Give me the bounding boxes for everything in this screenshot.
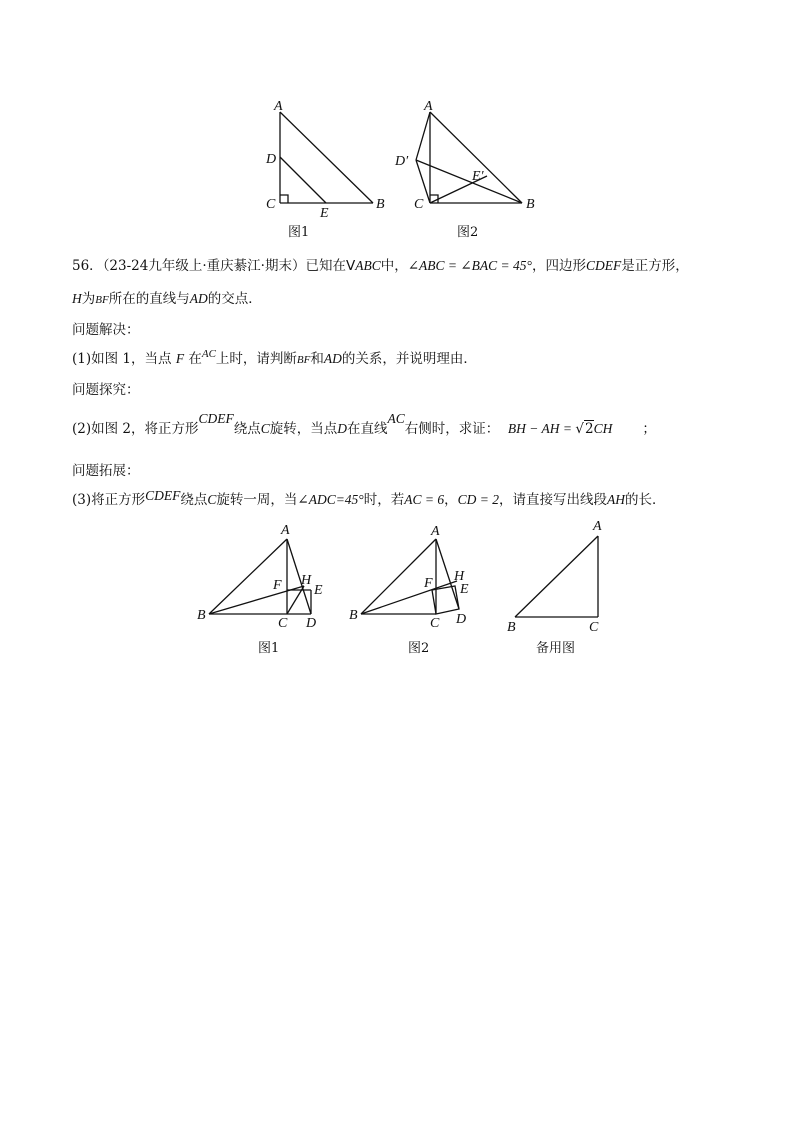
text: 的交点． xyxy=(207,291,262,307)
math-angle-condition: ∠ABC = ∠BAC = 45° xyxy=(407,258,532,273)
caption-spare: 备用图 xyxy=(536,641,576,656)
label-a: A xyxy=(424,99,433,114)
label-b: B xyxy=(526,197,535,212)
text: ， xyxy=(444,492,458,508)
label-d-prime: D′ xyxy=(395,154,409,169)
text: 中， xyxy=(380,258,408,274)
math-f: F xyxy=(175,351,185,366)
caption-fig1: 图1 xyxy=(288,225,310,240)
math-d: D xyxy=(337,421,348,436)
text: ，请直接写出线段 xyxy=(498,492,607,508)
math-cdef: CDEF xyxy=(198,411,234,426)
math-sqrt-2: 2 xyxy=(584,421,594,437)
text: 为 xyxy=(81,291,96,307)
math-ac: AC xyxy=(387,411,405,426)
math-ch: CH xyxy=(593,421,613,436)
math-bf: BF xyxy=(296,354,311,366)
math-equation-left: BH − AH = xyxy=(507,421,576,436)
math-cdef: CDEF xyxy=(145,488,181,503)
label-c: C xyxy=(278,616,288,631)
label-b: B xyxy=(376,197,385,212)
label-f: F xyxy=(424,576,433,591)
text: 的关系，并说明理由． xyxy=(341,351,477,367)
label-a: A xyxy=(281,523,290,538)
text: 在直线 xyxy=(347,421,388,437)
label-d: D xyxy=(266,152,277,167)
math-h: H xyxy=(72,291,82,306)
triangle-symbol: V xyxy=(345,258,356,274)
text: (1)如图 1，当点 xyxy=(72,351,172,367)
text: 在 xyxy=(188,351,202,367)
label-e: E xyxy=(320,206,329,221)
math-bf: BF xyxy=(95,294,109,306)
label-c: C xyxy=(589,620,599,635)
text: 旋转，当点 xyxy=(269,421,338,437)
text: (3)将正方形 xyxy=(72,492,146,508)
math-ad: AD xyxy=(189,291,208,306)
math-c: C xyxy=(207,492,217,507)
math-cd-2: CD = 2 xyxy=(457,492,499,507)
text: 和 xyxy=(310,351,324,367)
caption-fig2: 图2 xyxy=(457,225,479,240)
caption-fig1: 图1 xyxy=(258,641,280,656)
label-a: A xyxy=(431,524,440,539)
text: 已知在 xyxy=(305,258,346,274)
label-b: B xyxy=(507,620,516,635)
math-cdef: CDEF xyxy=(585,258,622,273)
label-c: C xyxy=(266,197,276,212)
text: 的长． xyxy=(624,492,666,508)
text: 旋转一周，当 xyxy=(216,492,298,508)
text: 是正方形， xyxy=(621,258,689,274)
text: 绕点 xyxy=(180,492,208,508)
math-abc: ABC xyxy=(355,258,381,273)
math-ac: AC xyxy=(201,348,216,360)
section-heading-2: 问题探究： xyxy=(72,382,140,398)
label-b: B xyxy=(197,608,206,623)
problem-number: 56． xyxy=(72,258,103,274)
label-f: F xyxy=(273,578,282,593)
section-heading-3: 问题拓展： xyxy=(72,463,140,479)
caption-fig2: 图2 xyxy=(408,641,430,656)
problem-source: （23-24九年级上·重庆綦江·期末） xyxy=(102,258,306,274)
text: 所在的直线与 xyxy=(108,291,190,307)
text: 绕点 xyxy=(233,421,261,437)
label-h: H xyxy=(301,573,312,588)
label-e: E xyxy=(460,582,469,597)
text: 时，若 xyxy=(363,492,405,508)
text: (2)如图 2，将正方形 xyxy=(72,421,199,437)
label-c: C xyxy=(430,616,440,631)
label-a: A xyxy=(593,519,602,534)
math-ah: AH xyxy=(606,492,625,507)
label-d: D xyxy=(456,612,467,627)
math-c: C xyxy=(260,421,270,436)
label-e-prime: E′ xyxy=(472,169,484,184)
label-d: D xyxy=(306,616,317,631)
label-b: B xyxy=(349,608,358,623)
text: ； xyxy=(642,421,656,437)
label-c: C xyxy=(414,197,424,212)
section-heading-1: 问题解决： xyxy=(72,322,140,338)
label-h: H xyxy=(454,569,465,584)
math-ac-6: AC = 6 xyxy=(404,492,445,507)
math-angle-adc: ∠ADC=45° xyxy=(297,492,364,507)
text: 右侧时，求证： xyxy=(404,421,500,437)
text: ，四边形 xyxy=(531,258,586,274)
math-ad: AD xyxy=(323,351,342,366)
label-e: E xyxy=(314,583,323,598)
sqrt-symbol: √ xyxy=(575,421,584,437)
label-a: A xyxy=(274,99,283,114)
text: 上时，请判断 xyxy=(215,351,297,367)
